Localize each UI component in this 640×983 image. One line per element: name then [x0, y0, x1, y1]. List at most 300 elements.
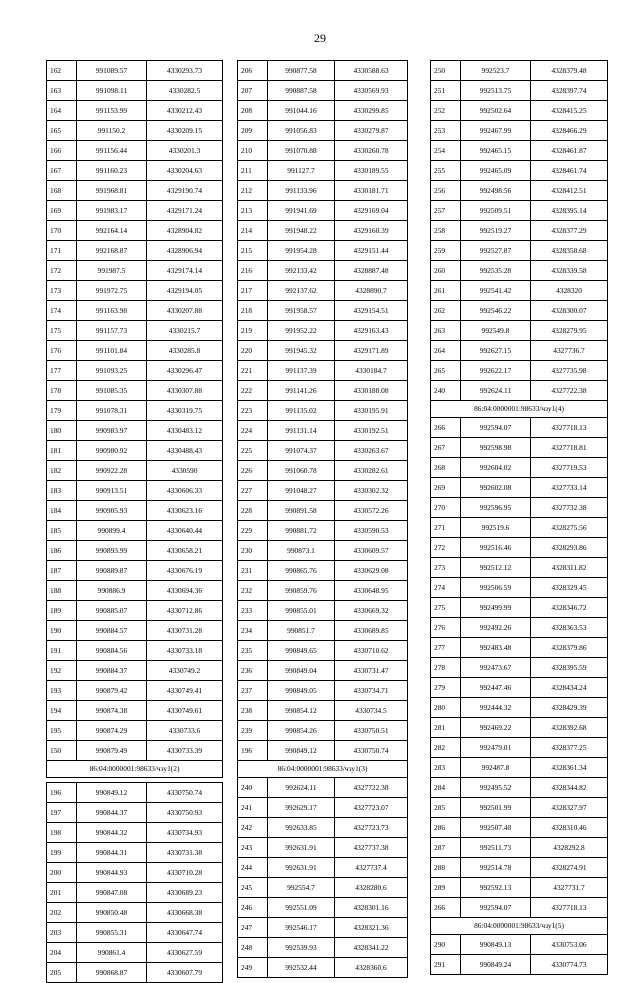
table-row: [47, 561, 223, 581]
point-number: 230: [238, 541, 268, 561]
y-coordinate: 4328327.97: [531, 798, 608, 818]
table-row: [431, 201, 608, 221]
x-coordinate: 991958.57: [268, 301, 335, 321]
y-coordinate: 4330189.55: [335, 161, 408, 181]
table-row: [431, 758, 608, 778]
x-coordinate: 991948.22: [268, 221, 335, 241]
point-number: 266: [431, 418, 461, 438]
table-row: [238, 878, 408, 898]
point-number: 267: [431, 438, 461, 458]
y-coordinate: 4330733.39: [147, 741, 223, 761]
x-coordinate: 990849.12: [268, 741, 335, 761]
point-number: 288: [431, 858, 461, 878]
y-coordinate: 4330694.36: [147, 581, 223, 601]
y-coordinate: 4330749.2: [147, 661, 223, 681]
table-row: [47, 903, 223, 923]
y-coordinate: 4330201.3: [147, 141, 223, 161]
y-coordinate: 4328395.59: [531, 658, 608, 678]
table-row: [431, 538, 608, 558]
point-number: 170: [47, 221, 77, 241]
table-row: [47, 823, 223, 843]
table-row: [238, 481, 408, 501]
point-number: 244: [238, 858, 268, 878]
y-coordinate: 4330734.71: [335, 681, 408, 701]
y-coordinate: 4327718.81: [531, 438, 608, 458]
table-row: [238, 341, 408, 361]
table-row: [238, 898, 408, 918]
x-coordinate: 990873.1: [268, 541, 335, 561]
point-number: 166: [47, 141, 77, 161]
x-coordinate: 992483.48: [461, 638, 531, 658]
y-coordinate: 4330299.85: [335, 101, 408, 121]
table-row: [238, 221, 408, 241]
point-number: 256: [431, 181, 461, 201]
x-coordinate: 992519.27: [461, 221, 531, 241]
point-number: 179: [47, 401, 77, 421]
x-coordinate: 990865.76: [268, 561, 335, 581]
x-coordinate: 992592.13: [461, 878, 531, 898]
x-coordinate: 992465.09: [461, 161, 531, 181]
y-coordinate: 4327737.4: [335, 858, 408, 878]
y-coordinate: 4328301.16: [335, 898, 408, 918]
point-number: 168: [47, 181, 77, 201]
y-coordinate: 4330319.75: [147, 401, 223, 421]
y-coordinate: 4328311.82: [531, 558, 608, 578]
y-coordinate: 4330212.43: [147, 101, 223, 121]
table-row: [431, 878, 608, 898]
section-label: 86:04:0000001:98633/чзу1(4): [431, 401, 608, 418]
y-coordinate: 4330609.57: [335, 541, 408, 561]
x-coordinate: 990849.24: [461, 955, 531, 975]
point-number: 184: [47, 501, 77, 521]
x-coordinate: 990983.97: [77, 421, 147, 441]
x-coordinate: 992629.17: [268, 798, 335, 818]
table-row: [238, 61, 408, 81]
y-coordinate: 4328461.74: [531, 161, 608, 181]
table-row: [238, 561, 408, 581]
y-coordinate: 4330689.23: [147, 883, 223, 903]
table-row: [238, 541, 408, 561]
point-number: 226: [238, 461, 268, 481]
table-row: [47, 61, 223, 81]
table-row: [47, 221, 223, 241]
point-number: 177: [47, 361, 77, 381]
y-coordinate: 4329163.43: [335, 321, 408, 341]
section-label: 86:04:0000001:98633/чзу1(2): [47, 761, 223, 778]
y-coordinate: 4327723.07: [335, 798, 408, 818]
table-row: [431, 618, 608, 638]
x-coordinate: 991056.83: [268, 121, 335, 141]
point-number: 217: [238, 281, 268, 301]
y-coordinate: 4328906.94: [147, 241, 223, 261]
point-number: 174: [47, 301, 77, 321]
point-number: 196: [47, 783, 77, 803]
point-number: 183: [47, 481, 77, 501]
y-coordinate: 4330282.5: [147, 81, 223, 101]
point-number: 213: [238, 201, 268, 221]
point-number: 185: [47, 521, 77, 541]
x-coordinate: 992511.73: [461, 838, 531, 858]
x-coordinate: 990854.12: [268, 701, 335, 721]
point-number: 194: [47, 701, 77, 721]
table-row: [431, 478, 608, 498]
x-coordinate: 990891.58: [268, 501, 335, 521]
table-row: [431, 458, 608, 478]
table-row: [47, 101, 223, 121]
x-coordinate: 991135.02: [268, 401, 335, 421]
x-coordinate: 990886.9: [77, 581, 147, 601]
x-coordinate: 992602.08: [461, 478, 531, 498]
x-coordinate: 990844.93: [77, 863, 147, 883]
table-row: [431, 81, 608, 101]
y-coordinate: 4330209.15: [147, 121, 223, 141]
y-coordinate: 4328377.29: [531, 221, 608, 241]
point-number: 236: [238, 661, 268, 681]
point-number: 290: [431, 935, 461, 955]
y-coordinate: 4329174.14: [147, 261, 223, 281]
y-coordinate: 4330282.61: [335, 461, 408, 481]
table-row: [238, 281, 408, 301]
x-coordinate: 992594.07: [461, 418, 531, 438]
point-number: 211: [238, 161, 268, 181]
table-row: [47, 883, 223, 903]
table-row: [431, 61, 608, 81]
point-number: 199: [47, 843, 77, 863]
y-coordinate: 4330731.28: [147, 621, 223, 641]
y-coordinate: 4330733.18: [147, 641, 223, 661]
point-number: 222: [238, 381, 268, 401]
table-row: [47, 461, 223, 481]
x-coordinate: 992627.15: [461, 341, 531, 361]
table-row: [431, 558, 608, 578]
point-number: 241: [238, 798, 268, 818]
x-coordinate: 990847.08: [77, 883, 147, 903]
x-coordinate: 990874.38: [77, 701, 147, 721]
table-row: [47, 421, 223, 441]
table-row: [47, 863, 223, 883]
point-number: 238: [238, 701, 268, 721]
x-coordinate: 992633.85: [268, 818, 335, 838]
point-number: 216: [238, 261, 268, 281]
table-row: [431, 955, 608, 975]
table-row: [431, 321, 608, 341]
point-number: 247: [238, 918, 268, 938]
point-number: 269: [431, 478, 461, 498]
coordinates-table-1: [46, 60, 223, 983]
point-number: 274: [431, 578, 461, 598]
table-row: [47, 581, 223, 601]
y-coordinate: 4328360.6: [335, 958, 408, 978]
x-coordinate: 990849.12: [77, 783, 147, 803]
y-coordinate: 4330188.08: [335, 381, 408, 401]
x-coordinate: 992469.22: [461, 718, 531, 738]
x-coordinate: 992164.14: [77, 221, 147, 241]
table-row: [431, 858, 608, 878]
table-row: [47, 661, 223, 681]
table-row: [47, 341, 223, 361]
x-coordinate: 992604.02: [461, 458, 531, 478]
x-coordinate: 991078.31: [77, 401, 147, 421]
point-number: 266: [431, 898, 461, 918]
point-number: 245: [238, 878, 268, 898]
x-coordinate: 991085.35: [77, 381, 147, 401]
point-number: 172: [47, 261, 77, 281]
point-number: 176: [47, 341, 77, 361]
point-number: 261: [431, 281, 461, 301]
point-number: 253: [431, 121, 461, 141]
x-coordinate: 990899.4: [77, 521, 147, 541]
table-row: [47, 181, 223, 201]
table-row: [47, 601, 223, 621]
y-coordinate: 4330285.8: [147, 341, 223, 361]
table-row: [431, 341, 608, 361]
point-number: 201: [47, 883, 77, 903]
point-number: 240: [431, 381, 461, 401]
table-row: [238, 421, 408, 441]
y-coordinate: 4328358.68: [531, 241, 608, 261]
point-number: 264: [431, 341, 461, 361]
x-coordinate: 992541.42: [461, 281, 531, 301]
x-coordinate: 991954.28: [268, 241, 335, 261]
y-coordinate: 4330607.79: [147, 963, 223, 983]
point-number: 239: [238, 721, 268, 741]
point-number: 284: [431, 778, 461, 798]
x-coordinate: 990844.32: [77, 823, 147, 843]
point-number: 273: [431, 558, 461, 578]
point-number: 280: [431, 698, 461, 718]
x-coordinate: 992624.11: [461, 381, 531, 401]
point-number: 162: [47, 61, 77, 81]
x-coordinate: 992554.7: [268, 878, 335, 898]
point-number: 223: [238, 401, 268, 421]
point-number: 237: [238, 681, 268, 701]
point-number: 221: [238, 361, 268, 381]
table-row: [238, 938, 408, 958]
point-number: 242: [238, 818, 268, 838]
y-coordinate: 4330263.67: [335, 441, 408, 461]
y-coordinate: 4330181.71: [335, 181, 408, 201]
x-coordinate: 991952.22: [268, 321, 335, 341]
y-coordinate: 4328379.86: [531, 638, 608, 658]
table-row: [431, 798, 608, 818]
y-coordinate: 4330749.61: [147, 701, 223, 721]
y-coordinate: 4328392.68: [531, 718, 608, 738]
table-row: [238, 721, 408, 741]
x-coordinate: 992498.56: [461, 181, 531, 201]
x-coordinate: 992168.87: [77, 241, 147, 261]
x-coordinate: 992631.91: [268, 838, 335, 858]
point-number: 282: [431, 738, 461, 758]
x-coordinate: 992507.48: [461, 818, 531, 838]
point-number: 278: [431, 658, 461, 678]
y-coordinate: 4330750.74: [335, 741, 408, 761]
point-number: 232: [238, 581, 268, 601]
point-number: 219: [238, 321, 268, 341]
x-coordinate: 992523.7: [461, 61, 531, 81]
table-row: [47, 481, 223, 501]
point-number: 186: [47, 541, 77, 561]
y-coordinate: 4330207.88: [147, 301, 223, 321]
y-coordinate: 4330710.62: [335, 641, 408, 661]
point-number: 192: [47, 661, 77, 681]
section-row: [238, 761, 408, 778]
point-number: 225: [238, 441, 268, 461]
table-row: [238, 441, 408, 461]
table-row: [238, 181, 408, 201]
point-number: 164: [47, 101, 77, 121]
x-coordinate: 991089.57: [77, 61, 147, 81]
x-coordinate: 991060.78: [268, 461, 335, 481]
table-row: [47, 923, 223, 943]
point-number: 202: [47, 903, 77, 923]
y-coordinate: 4328397.74: [531, 81, 608, 101]
x-coordinate: 991141.26: [268, 381, 335, 401]
x-coordinate: 990881.72: [268, 521, 335, 541]
y-coordinate: 4330302.32: [335, 481, 408, 501]
point-number: 246: [238, 898, 268, 918]
point-number: 268: [431, 458, 461, 478]
x-coordinate: 990884.56: [77, 641, 147, 661]
coordinates-table-3: [430, 60, 608, 975]
x-coordinate: 991968.81: [77, 181, 147, 201]
table-row: [431, 778, 608, 798]
y-coordinate: 4330192.51: [335, 421, 408, 441]
x-coordinate: 990850.48: [77, 903, 147, 923]
y-coordinate: 4329169.04: [335, 201, 408, 221]
table-row: [47, 441, 223, 461]
y-coordinate: 4330569.93: [335, 81, 408, 101]
table-row: [47, 361, 223, 381]
point-number: 208: [238, 101, 268, 121]
point-number: 285: [431, 798, 461, 818]
y-coordinate: 4328379.48: [531, 61, 608, 81]
point-number: 250: [431, 61, 461, 81]
y-coordinate: 4328279.95: [531, 321, 608, 341]
x-coordinate: 991048.27: [268, 481, 335, 501]
point-number: 209: [238, 121, 268, 141]
y-coordinate: 4328890.7: [335, 281, 408, 301]
table-row: [431, 578, 608, 598]
y-coordinate: 4330668.38: [147, 903, 223, 923]
x-coordinate: 992546.17: [268, 918, 335, 938]
x-coordinate: 990849.05: [268, 681, 335, 701]
table-row: [431, 598, 608, 618]
point-number: 191: [47, 641, 77, 661]
table-row: [431, 698, 608, 718]
y-coordinate: 4330749.41: [147, 681, 223, 701]
table-row: [431, 678, 608, 698]
x-coordinate: 990854.26: [268, 721, 335, 741]
point-number: 218: [238, 301, 268, 321]
table-row: [238, 301, 408, 321]
point-number: 171: [47, 241, 77, 261]
x-coordinate: 990879.42: [77, 681, 147, 701]
table-row: [238, 958, 408, 978]
point-number: 215: [238, 241, 268, 261]
y-coordinate: 4329154.51: [335, 301, 408, 321]
x-coordinate: 992501.99: [461, 798, 531, 818]
y-coordinate: 4330750.51: [335, 721, 408, 741]
x-coordinate: 991945.32: [268, 341, 335, 361]
x-coordinate: 990859.76: [268, 581, 335, 601]
point-number: 257: [431, 201, 461, 221]
table-row: [47, 401, 223, 421]
x-coordinate: 992137.62: [268, 281, 335, 301]
y-coordinate: 4329151.44: [335, 241, 408, 261]
point-number: 251: [431, 81, 461, 101]
table-row: [47, 701, 223, 721]
x-coordinate: 991093.25: [77, 361, 147, 381]
x-coordinate: 990849.65: [268, 641, 335, 661]
y-coordinate: 4330710.28: [147, 863, 223, 883]
y-coordinate: 4328344.82: [531, 778, 608, 798]
x-coordinate: 991941.69: [268, 201, 335, 221]
y-coordinate: 4329171.24: [147, 201, 223, 221]
table-row: [238, 641, 408, 661]
point-number: 265: [431, 361, 461, 381]
x-coordinate: 991156.44: [77, 141, 147, 161]
y-coordinate: 4327722.38: [531, 381, 608, 401]
y-coordinate: 4327733.14: [531, 478, 608, 498]
table-row: [238, 701, 408, 721]
y-coordinate: 4330623.16: [147, 501, 223, 521]
x-coordinate: 991070.88: [268, 141, 335, 161]
y-coordinate: 4327737.38: [335, 838, 408, 858]
y-coordinate: 4330712.86: [147, 601, 223, 621]
x-coordinate: 992514.78: [461, 858, 531, 878]
y-coordinate: 4328461.87: [531, 141, 608, 161]
y-coordinate: 4330750.74: [147, 783, 223, 803]
y-coordinate: 4330774.73: [531, 955, 608, 975]
y-coordinate: 4330307.88: [147, 381, 223, 401]
point-number: 203: [47, 923, 77, 943]
table-row: [431, 181, 608, 201]
table-row: [431, 221, 608, 241]
x-coordinate: 991983.17: [77, 201, 147, 221]
x-coordinate: 991150.2: [77, 121, 147, 141]
table-row: [47, 741, 223, 761]
point-number: 175: [47, 321, 77, 341]
table-row: [431, 838, 608, 858]
y-coordinate: 4328274.91: [531, 858, 608, 878]
y-coordinate: 4330572.26: [335, 501, 408, 521]
y-coordinate: 4330669.32: [335, 601, 408, 621]
y-coordinate: 4330488.43: [147, 441, 223, 461]
y-coordinate: 4329171.89: [335, 341, 408, 361]
point-number: 150: [47, 741, 77, 761]
table-row: [47, 121, 223, 141]
y-coordinate: 4330483.12: [147, 421, 223, 441]
point-number: 258: [431, 221, 461, 241]
table-row: [47, 161, 223, 181]
y-coordinate: 4328904.82: [147, 221, 223, 241]
point-number: 193: [47, 681, 77, 701]
point-number: 275: [431, 598, 461, 618]
x-coordinate: 990905.93: [77, 501, 147, 521]
table-row: [238, 798, 408, 818]
y-coordinate: 4330734.5: [335, 701, 408, 721]
point-number: 165: [47, 121, 77, 141]
section-row: [431, 918, 608, 935]
point-number: 180: [47, 421, 77, 441]
y-coordinate: 4330648.95: [335, 581, 408, 601]
table-row: [47, 301, 223, 321]
table-row: [238, 241, 408, 261]
table-row: [238, 818, 408, 838]
y-coordinate: 4328292.8: [531, 838, 608, 858]
point-number: 205: [47, 963, 77, 983]
x-coordinate: 991153.99: [77, 101, 147, 121]
